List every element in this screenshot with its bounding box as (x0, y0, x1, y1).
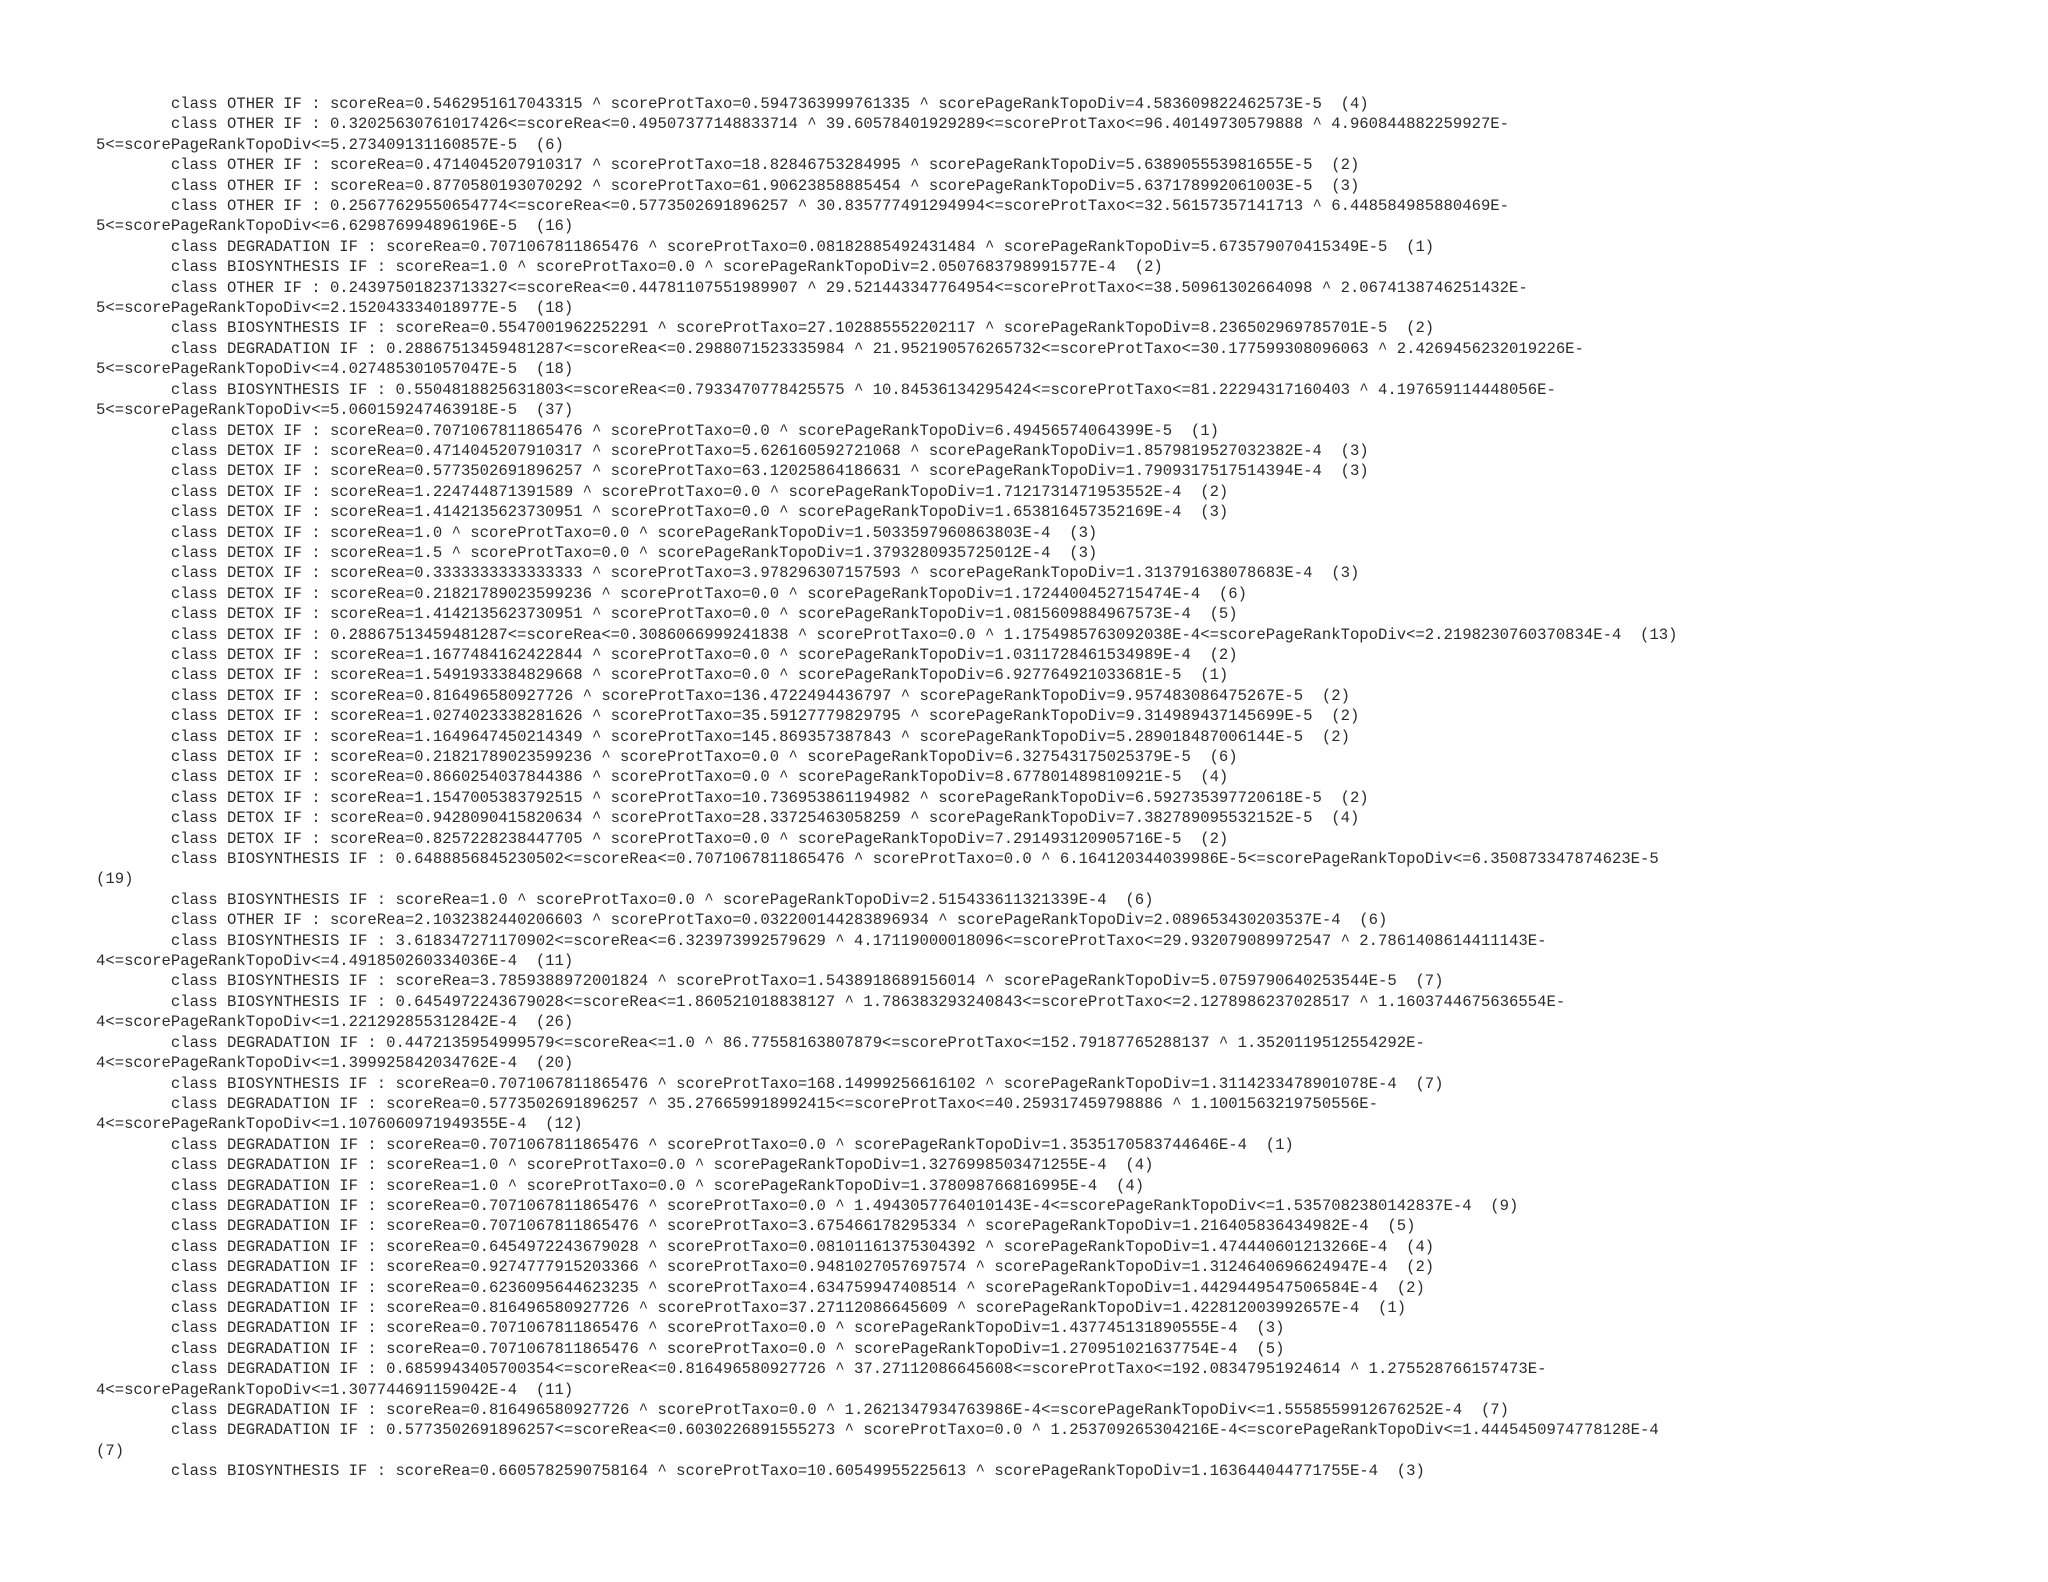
rule-line: class BIOSYNTHESIS IF : 0.6454972243679028<=scoreRea<=1.860521018838127 ^ 1.786383293240843<=scoreProtTaxo<=2.1278986237028517 ^ 1.1603744675636554E- (96, 992, 1566, 1011)
rule-line: class DEGRADATION IF : scoreRea=0.7071067811865476 ^ scoreProtTaxo=0.0 ^ scorePageRankTopoDiv=1.3535170583744646E-4 (1) (96, 1135, 1294, 1154)
rule-line: class DETOX IF : scoreRea=0.5773502691896257 ^ scoreProtTaxo=63.12025864186631 ^ scorePageRankTopoDiv=1.7909317517514394E-4 (3) (96, 462, 1369, 481)
rule-line: class BIOSYNTHESIS IF : scoreRea=1.0 ^ scoreProtTaxo=0.0 ^ scorePageRankTopoDiv=2.0507683798991577E-4 (2) (96, 258, 1163, 277)
rule-line: class BIOSYNTHESIS IF : scoreRea=1.0 ^ scoreProtTaxo=0.0 ^ scorePageRankTopoDiv=2.515433611321339E-4 (6) (96, 890, 1154, 909)
rule-line: class DETOX IF : scoreRea=0.3333333333333333 ^ scoreProtTaxo=3.978296307157593 ^ scorePageRankTopoDiv=1.313791638078683E-4 (3) (96, 564, 1360, 583)
rule-line: class OTHER IF : scoreRea=0.5462951617043315 ^ scoreProtTaxo=0.5947363999761335 ^ scorePageRankTopoDiv=4.583609822462573E-5 (4) (96, 95, 1369, 113)
rule-line: class BIOSYNTHESIS IF : 0.5504818825631803<=scoreRea<=0.7933470778425575 ^ 10.84536134295424<=scoreProtTaxo<=81.22294317160403 ^ 4.197659114448056E- (96, 380, 1556, 399)
rule-line: class DEGRADATION IF : scoreRea=0.5773502691896257 ^ 35.276659918992415<=scoreProtTaxo<=40.259317459798886 ^ 1.1001563219750556E- (96, 1094, 1379, 1113)
rule-line: class DETOX IF : scoreRea=1.0274023338281626 ^ scoreProtTaxo=35.59127779829795 ^ scorePageRankTopoDiv=9.314989437145699E-5 (2) (96, 707, 1360, 726)
rule-line: class BIOSYNTHESIS IF : scoreRea=0.7071067811865476 ^ scoreProtTaxo=168.14999256616102 ^ scorePageRankTopoDiv=1.3114233478901078E-4 (7) (96, 1074, 1444, 1093)
rule-line: class BIOSYNTHESIS IF : scoreRea=0.6605782590758164 ^ scoreProtTaxo=10.60549955225613 ^ scorePageRankTopoDiv=1.163644044771755E-4 (3) (96, 1462, 1425, 1481)
rule-line: class BIOSYNTHESIS IF : 3.618347271170902<=scoreRea<=6.323973992579629 ^ 4.17119000018096<=scoreProtTaxo<=29.932079089972547 ^ 2.7861408614411143E- (96, 931, 1547, 950)
rule-line: 5<=scorePageRankTopoDiv<=5.060159247463918E-5 (37) (96, 401, 574, 420)
rule-line: class OTHER IF : 0.32025630761017426<=scoreRea<=0.49507377148833714 ^ 39.60578401929289<=scoreProtTaxo<=96.40149730579888 ^ 4.960844882259927E- (96, 115, 1510, 134)
rule-line: class DETOX IF : scoreRea=1.5 ^ scoreProtTaxo=0.0 ^ scorePageRankTopoDiv=1.3793280935725012E-4 (3) (96, 543, 1098, 562)
rule-line: 4<=scorePageRankTopoDiv<=1.221292855312842E-4 (26) (96, 1013, 574, 1032)
rule-line: class DETOX IF : scoreRea=0.21821789023599236 ^ scoreProtTaxo=0.0 ^ scorePageRankTopoDiv=6.327543175025379E-5 (6) (96, 748, 1238, 766)
rule-line: class DETOX IF : scoreRea=0.8660254037844386 ^ scoreProtTaxo=0.0 ^ scorePageRankTopoDiv=8.677801489810921E-5 (4) (96, 768, 1229, 787)
rule-line: 4<=scorePageRankTopoDiv<=1.1076060971949355E-4 (12) (96, 1115, 583, 1134)
rule-line: class DETOX IF : scoreRea=1.224744871391589 ^ scoreProtTaxo=0.0 ^ scorePageRankTopoDiv=1.7121731471953552E-4 (2) (96, 482, 1229, 501)
rule-line: class BIOSYNTHESIS IF : 0.6488856845230502<=scoreRea<=0.7071067811865476 ^ scoreProtTaxo=0.0 ^ 6.164120344039986E-5<=scorePageRankTopoDiv<=6.350873347874623E-5 (96, 850, 1659, 869)
rule-line: 5<=scorePageRankTopoDiv<=5.273409131160857E-5 (6) (96, 135, 564, 154)
rule-line: class DETOX IF : scoreRea=1.1547005383792515 ^ scoreProtTaxo=10.736953861194982 ^ scorePageRankTopoDiv=6.592735397720618E-5 (2) (96, 788, 1369, 807)
rule-line: class DEGRADATION IF : scoreRea=0.7071067811865476 ^ scoreProtTaxo=0.0 ^ scorePageRankTopoDiv=1.270951021637754E-4 (5) (96, 1339, 1285, 1358)
rule-line: class DETOX IF : scoreRea=1.4142135623730951 ^ scoreProtTaxo=0.0 ^ scorePageRankTopoDiv=1.0815609884967573E-4 (5) (96, 605, 1238, 624)
rule-line: 5<=scorePageRankTopoDiv<=4.027485301057047E-5 (18) (96, 360, 574, 379)
rule-line: class DEGRADATION IF : 0.6859943405700354<=scoreRea<=0.816496580927726 ^ 37.27112086645608<=scoreProtTaxo<=192.08347951924614 ^ 1.275528766157473E- (96, 1360, 1547, 1379)
rule-line: class OTHER IF : scoreRea=0.4714045207910317 ^ scoreProtTaxo=18.82846753284995 ^ scorePageRankTopoDiv=5.638905553981655E-5 (2) (96, 156, 1360, 175)
rule-line: class OTHER IF : 0.25677629550654774<=scoreRea<=0.5773502691896257 ^ 30.835777491294994<=scoreProtTaxo<=32.56157357141713 ^ 6.448584985880469E- (96, 197, 1510, 216)
rule-line: class DEGRADATION IF : scoreRea=0.816496580927726 ^ scoreProtTaxo=0.0 ^ 1.2621347934763986E-4<=scorePageRankTopoDiv<=1.5558559912676252E-4 (7) (96, 1401, 1510, 1419)
rules-document (96, 94, 2016, 1482)
rule-line: class DEGRADATION IF : scoreRea=0.7071067811865476 ^ scoreProtTaxo=3.675466178295334 ^ scorePageRankTopoDiv=1.216405836434982E-4 (5) (96, 1217, 1416, 1236)
rule-line: class DETOX IF : scoreRea=0.816496580927726 ^ scoreProtTaxo=136.4722494436797 ^ scorePageRankTopoDiv=9.957483086475267E-5 (2) (96, 686, 1350, 705)
rule-line: class DEGRADATION IF : scoreRea=1.0 ^ scoreProtTaxo=0.0 ^ scorePageRankTopoDiv=1.378098766816995E-4 (4) (96, 1176, 1145, 1195)
rule-line: class DEGRADATION IF : scoreRea=0.816496580927726 ^ scoreProtTaxo=37.27112086645609 ^ scorePageRankTopoDiv=1.422812003992657E-4 (1) (96, 1298, 1407, 1317)
rule-line: 4<=scorePageRankTopoDiv<=4.491850260334036E-4 (11) (96, 952, 574, 971)
rule-line: class DETOX IF : scoreRea=0.9428090415820634 ^ scoreProtTaxo=28.33725463058259 ^ scorePageRankTopoDiv=7.382789095532152E-5 (4) (96, 809, 1360, 828)
rule-line: class OTHER IF : scoreRea=2.1032382440206603 ^ scoreProtTaxo=0.032200144283896934 ^ scorePageRankTopoDiv=2.089653430203537E-4 (6) (96, 911, 1388, 930)
rule-line: class DEGRADATION IF : scoreRea=1.0 ^ scoreProtTaxo=0.0 ^ scorePageRankTopoDiv=1.3276998503471255E-4 (4) (96, 1156, 1154, 1175)
rule-line: class DEGRADATION IF : scoreRea=0.9274777915203366 ^ scoreProtTaxo=0.9481027057697574 ^ scorePageRankTopoDiv=1.3124640696624947E-4 (2) (96, 1258, 1435, 1277)
rule-line: class DETOX IF : scoreRea=0.4714045207910317 ^ scoreProtTaxo=5.626160592721068 ^ scorePageRankTopoDiv=1.8579819527032382E-4 (3) (96, 441, 1369, 460)
rule-line: class DETOX IF : scoreRea=1.4142135623730951 ^ scoreProtTaxo=0.0 ^ scorePageRankTopoDiv=1.653816457352169E-4 (3) (96, 503, 1229, 522)
rule-line: (19) (96, 870, 134, 889)
rule-line: class DEGRADATION IF : 0.4472135954999579<=scoreRea<=1.0 ^ 86.77558163807879<=scoreProtTaxo<=152.79187765288137 ^ 1.3520119512554292E- (96, 1033, 1425, 1052)
rule-line: class DETOX IF : scoreRea=1.0 ^ scoreProtTaxo=0.0 ^ scorePageRankTopoDiv=1.5033597960863803E-4 (3) (96, 523, 1098, 542)
rule-line: class DEGRADATION IF : 0.28867513459481287<=scoreRea<=0.2988071523335984 ^ 21.952190576265732<=scoreProtTaxo<=30.177599308096063 ^ 2.4269456232019226E- (96, 339, 1584, 358)
rule-line: 5<=scorePageRankTopoDiv<=6.629876994896196E-5 (16) (96, 217, 574, 236)
rule-line: class BIOSYNTHESIS IF : scoreRea=0.5547001962252291 ^ scoreProtTaxo=27.102885552202117 ^ scorePageRankTopoDiv=8.236502969785701E-5 (2) (96, 319, 1435, 338)
rule-line: class BIOSYNTHESIS IF : scoreRea=3.7859388972001824 ^ scoreProtTaxo=1.5438918689156014 ^ scorePageRankTopoDiv=5.0759790640253544E-5 (7) (96, 972, 1444, 991)
rule-line: class DETOX IF : scoreRea=0.8257228238447705 ^ scoreProtTaxo=0.0 ^ scorePageRankTopoDiv=7.291493120905716E-5 (2) (96, 829, 1229, 848)
rule-line: 4<=scorePageRankTopoDiv<=1.307744691159042E-4 (11) (96, 1380, 574, 1399)
rule-line: class DETOX IF : scoreRea=1.5491933384829668 ^ scoreProtTaxo=0.0 ^ scorePageRankTopoDiv=6.927764921033681E-5 (1) (96, 666, 1229, 685)
rule-line: class DEGRADATION IF : scoreRea=0.7071067811865476 ^ scoreProtTaxo=0.0 ^ scorePageRankTopoDiv=1.437745131890555E-4 (3) (96, 1319, 1285, 1338)
rule-line: class OTHER IF : scoreRea=0.8770580193070292 ^ scoreProtTaxo=61.90623858885454 ^ scorePageRankTopoDiv=5.637178992061003E-5 (3) (96, 176, 1360, 195)
rule-line: (7) (96, 1441, 125, 1460)
rule-line: class DEGRADATION IF : scoreRea=0.6454972243679028 ^ scoreProtTaxo=0.08101161375304392 ^ scorePageRankTopoDiv=1.474440601213266E-4 (4) (96, 1237, 1435, 1256)
rule-line: class OTHER IF : 0.24397501823713327<=scoreRea<=0.44781107551989907 ^ 29.521443347764954<=scoreProtTaxo<=38.50961302664098 ^ 2.0674138746251432E- (96, 278, 1528, 297)
rule-line: 4<=scorePageRankTopoDiv<=1.399925842034762E-4 (20) (96, 1054, 574, 1073)
rule-line: class DETOX IF : scoreRea=0.7071067811865476 ^ scoreProtTaxo=0.0 ^ scorePageRankTopoDiv=6.49456574064399E-5 (1) (96, 421, 1219, 440)
rule-line: class DEGRADATION IF : 0.5773502691896257<=scoreRea<=0.6030226891555273 ^ scoreProtTaxo=0.0 ^ 1.253709265304216E-4<=scorePageRankTopoDiv<=1.4445450974778128E-4 (96, 1421, 1659, 1440)
rule-line: 5<=scorePageRankTopoDiv<=2.152043334018977E-5 (18) (96, 299, 574, 318)
rule-line: class DETOX IF : scoreRea=1.1677484162422844 ^ scoreProtTaxo=0.0 ^ scorePageRankTopoDiv=1.0311728461534989E-4 (2) (96, 645, 1238, 664)
rule-line: class DEGRADATION IF : scoreRea=0.7071067811865476 ^ scoreProtTaxo=0.0 ^ 1.4943057764010143E-4<=scorePageRankTopoDiv<=1.5357082380142837E-4 (9) (96, 1196, 1519, 1215)
rule-line: class DEGRADATION IF : scoreRea=0.6236095644623235 ^ scoreProtTaxo=4.634759947408514 ^ scorePageRankTopoDiv=1.4429449547506584E-4 (2) (96, 1278, 1425, 1297)
rule-line: class DETOX IF : 0.28867513459481287<=scoreRea<=0.3086066999241838 ^ scoreProtTaxo=0.0 ^ 1.1754985763092038E-4<=scorePageRankTopoDiv<=2.2198230760370834E-4 (13) (96, 625, 1678, 644)
rule-line: class DETOX IF : scoreRea=1.1649647450214349 ^ scoreProtTaxo=145.869357387843 ^ scorePageRankTopoDiv=5.289018487006144E-5 (2) (96, 727, 1350, 746)
rule-line: class DETOX IF : scoreRea=0.21821789023599236 ^ scoreProtTaxo=0.0 ^ scorePageRankTopoDiv=1.1724400452715474E-4 (6) (96, 584, 1248, 603)
rule-line: class DEGRADATION IF : scoreRea=0.7071067811865476 ^ scoreProtTaxo=0.08182885492431484 ^ scorePageRankTopoDiv=5.673579070415349E-5 (1) (96, 237, 1435, 256)
